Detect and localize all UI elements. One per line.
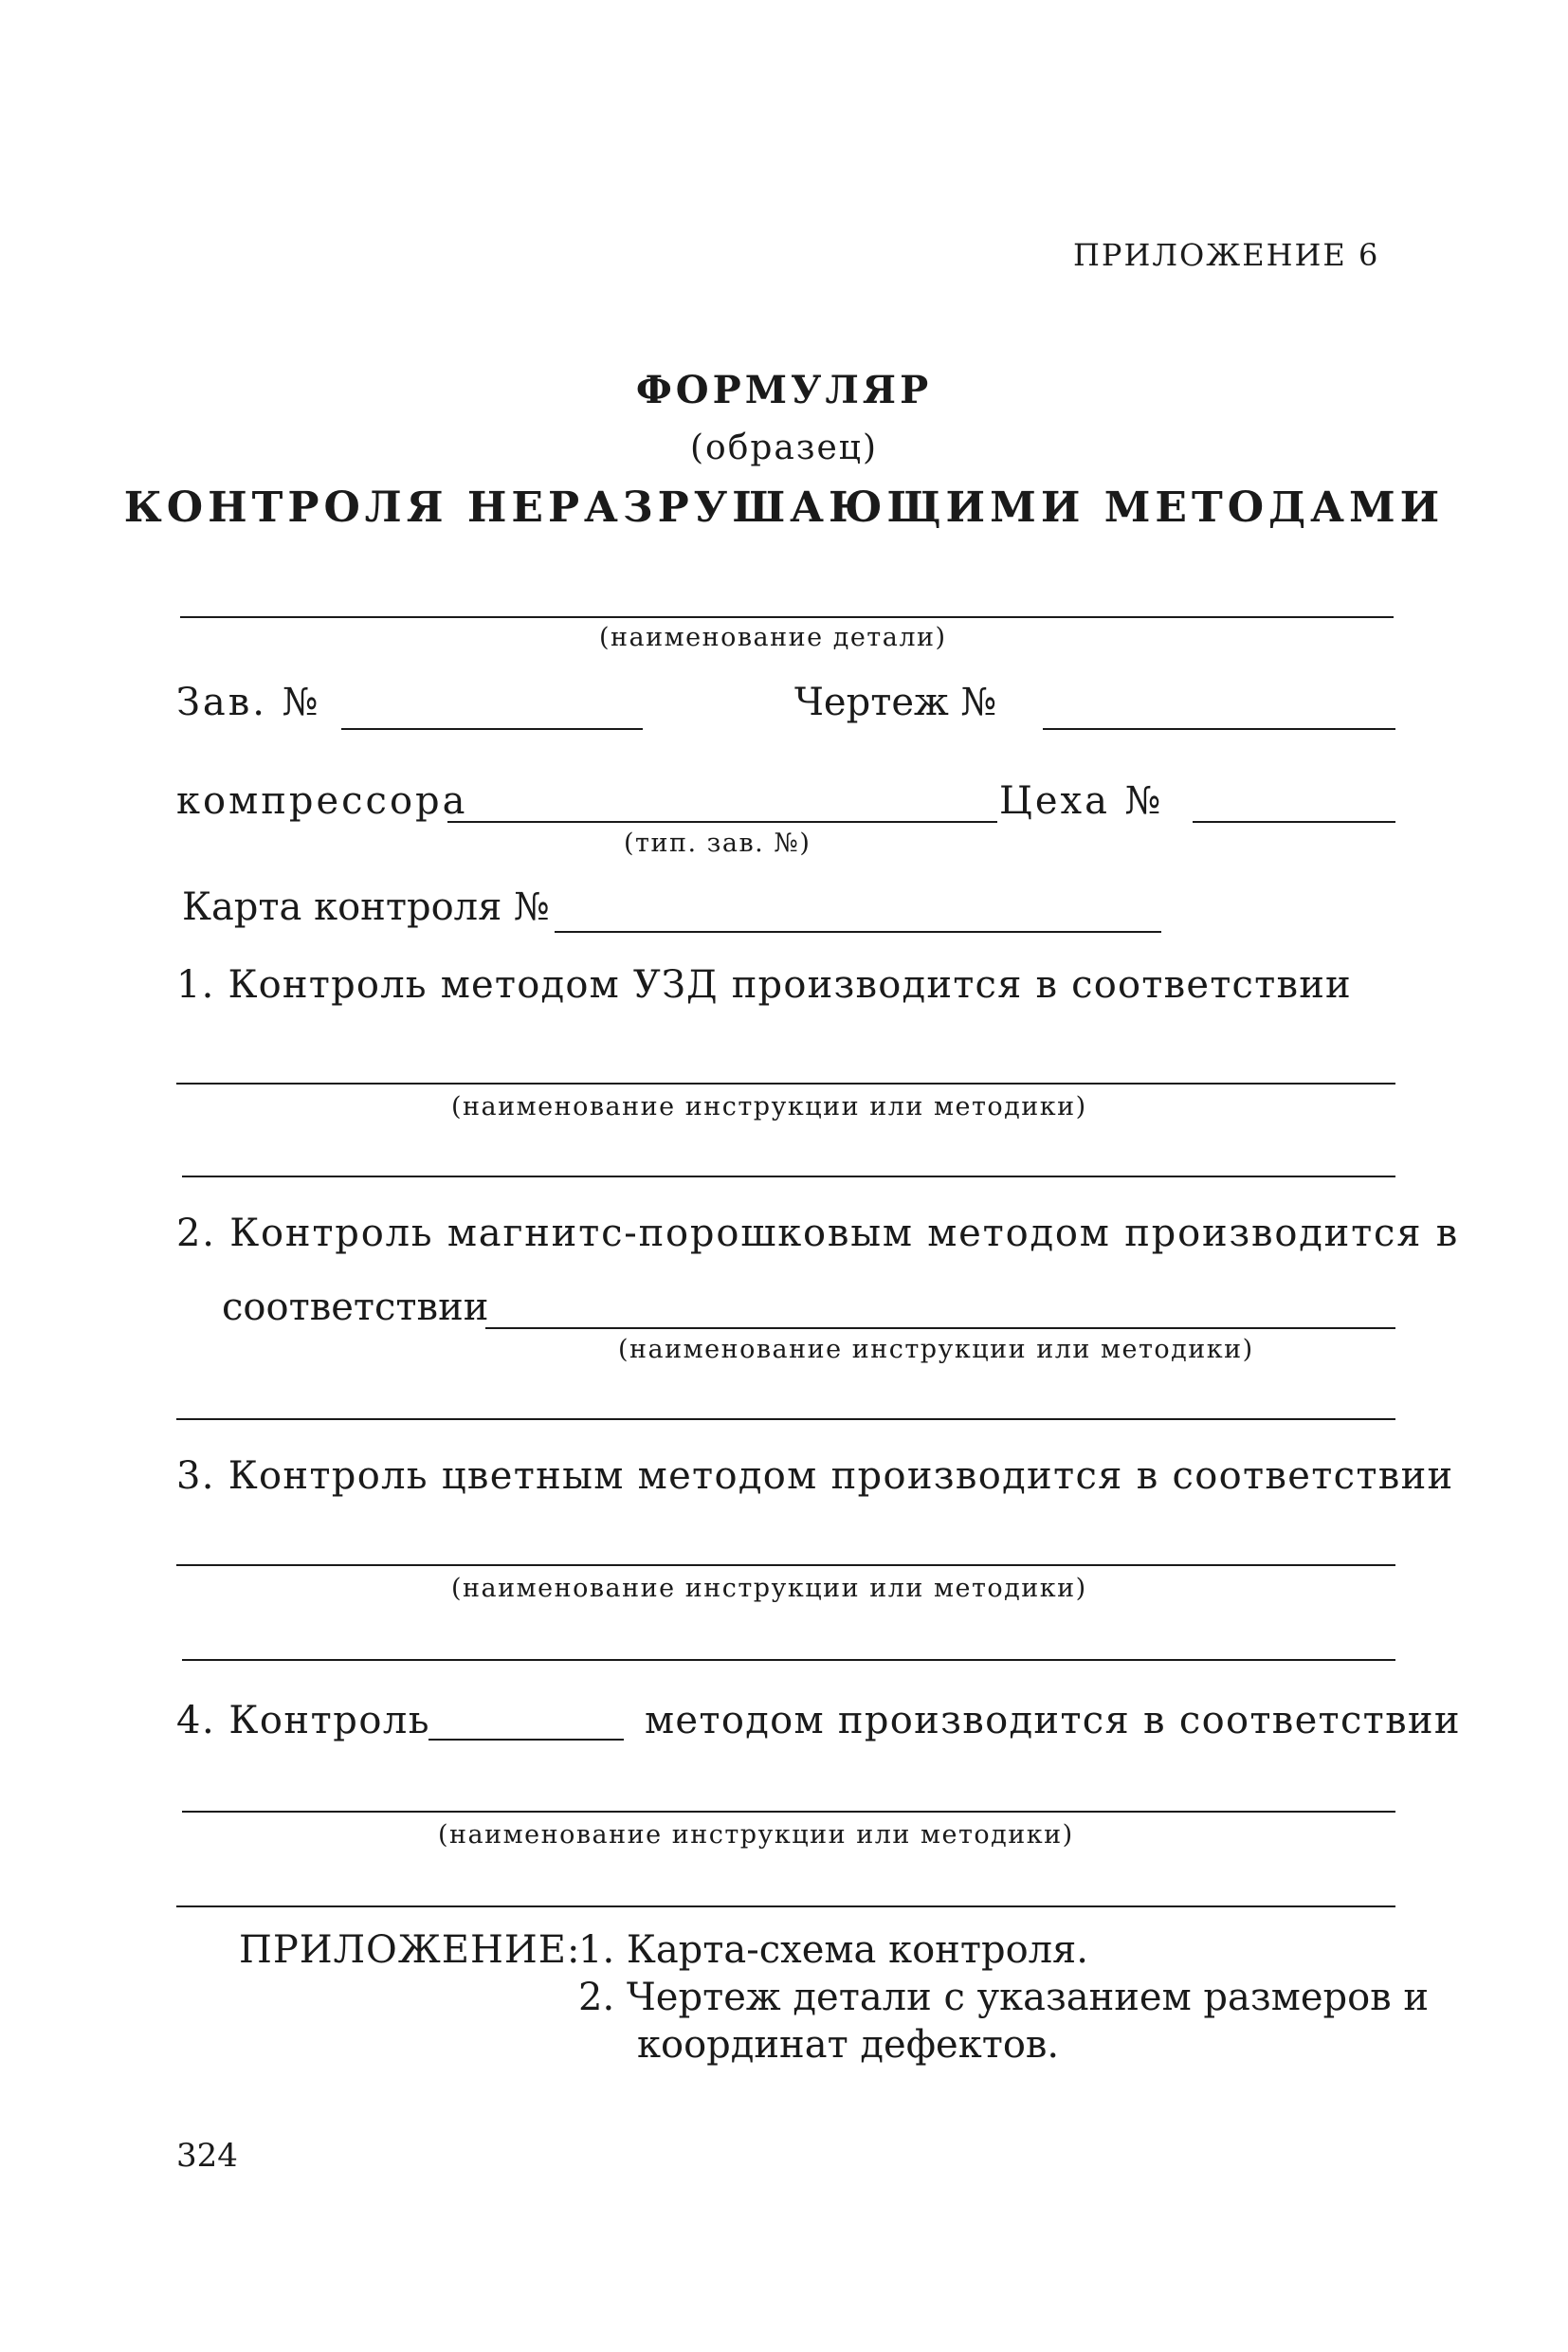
drawing-label: Чертеж № (794, 681, 997, 724)
compressor-label: компрессора (176, 779, 468, 823)
item4-instruction-field[interactable] (182, 1811, 1395, 1813)
form-title: ФОРМУЛЯР (635, 368, 933, 412)
item4-caption: (наименование инструкции или методики) (438, 1820, 1074, 1850)
serial-label: Зав. № (176, 681, 321, 724)
item2-continuation: соответствии (222, 1285, 489, 1329)
shop-number-field[interactable] (1193, 821, 1395, 823)
item1-extra-line[interactable] (182, 1176, 1395, 1177)
attachments-label: ПРИЛОЖЕНИЕ: (239, 1928, 581, 1972)
page-number: 324 (176, 2137, 238, 2175)
control-card-label: Карта контроля № (182, 885, 550, 929)
item3-extra-line[interactable] (182, 1659, 1395, 1661)
attachment-item2-line2: координат дефектов. (637, 2023, 1060, 2067)
item1-caption: (наименование инструкции или методики) (451, 1092, 1087, 1121)
compressor-caption: (тип. зав. №) (624, 829, 811, 858)
item1-instruction-field[interactable] (176, 1083, 1395, 1085)
control-card-field[interactable] (555, 931, 1161, 933)
item2-text: 2. Контроль магнитс-порошковым методом производится в (176, 1212, 1460, 1255)
attachment-item1: 1. Карта-схема контроля. (578, 1928, 1089, 1972)
item4-extra-line[interactable] (176, 1905, 1395, 1907)
item2-instruction-field[interactable] (485, 1327, 1395, 1329)
form-subtitle: (образец) (689, 428, 879, 467)
part-name-field[interactable] (180, 616, 1394, 618)
appendix-label: ПРИЛОЖЕНИЕ 6 (1073, 237, 1380, 273)
item3-caption: (наименование инструкции или методики) (451, 1574, 1087, 1603)
compressor-field[interactable] (447, 821, 997, 823)
shop-label: Цеха № (999, 779, 1164, 823)
item1-text: 1. Контроль методом УЗД производится в соответствии (176, 963, 1352, 1007)
serial-number-field[interactable] (341, 728, 643, 730)
item4-prefix: 4. Контроль (176, 1699, 431, 1742)
form-heading: КОНТРОЛЯ НЕРАЗРУШАЮЩИМИ МЕТОДАМИ (123, 483, 1445, 532)
item2-extra-line[interactable] (176, 1418, 1395, 1420)
item4-suffix: методом производится в соответствии (645, 1699, 1461, 1742)
part-name-caption: (наименование детали) (599, 623, 947, 652)
attachment-item2-line1: 2. Чертеж детали с указанием размеров и (578, 1976, 1430, 2019)
item3-instruction-field[interactable] (176, 1564, 1395, 1566)
item4-method-field[interactable] (428, 1739, 624, 1741)
drawing-number-field[interactable] (1043, 728, 1395, 730)
item3-text: 3. Контроль цветным методом производится в соответствии (176, 1454, 1454, 1498)
item2-caption: (наименование инструкции или методики) (618, 1335, 1254, 1364)
